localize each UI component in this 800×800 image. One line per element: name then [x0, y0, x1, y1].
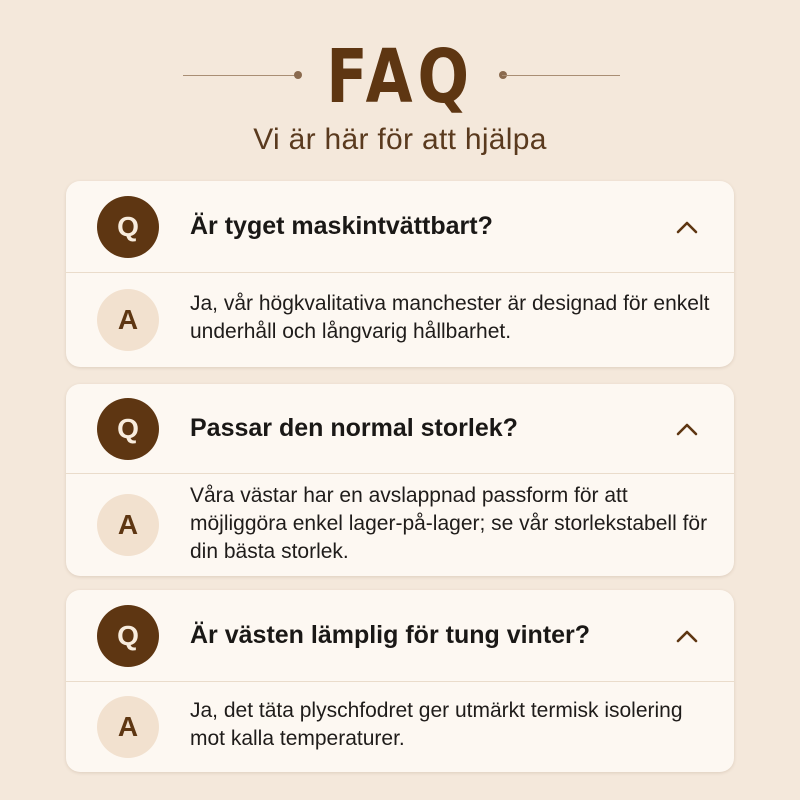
- faq-question-row[interactable]: [66, 181, 734, 273]
- chevron-up-icon[interactable]: [674, 623, 700, 649]
- chevron-up-icon[interactable]: [674, 214, 700, 240]
- decorative-line-right: [502, 75, 620, 76]
- faq-answer-row: [66, 474, 734, 576]
- faq-item: [66, 181, 734, 367]
- answer-badge: A: [97, 494, 159, 556]
- faq-question: Är tyget maskintvättbart?: [190, 212, 493, 240]
- question-badge: Q: [97, 196, 159, 258]
- faq-question-row[interactable]: [66, 384, 734, 474]
- answer-badge: A: [97, 696, 159, 758]
- page-subtitle: Vi är här för att hjälpa: [253, 123, 547, 156]
- faq-header: [0, 0, 800, 180]
- chevron-up-icon[interactable]: [674, 416, 700, 442]
- faq-question: Är västen lämplig för tung vinter?: [190, 621, 591, 649]
- faq-answer-row: [66, 273, 734, 367]
- faq-item: [66, 384, 734, 576]
- page-title: FAQ: [326, 34, 474, 120]
- faq-answer: Våra västar har en avslappnad passform för att möjliggöra enkel lager-på-lager; se vår storlekstabell för din bästa storlek.: [190, 484, 708, 563]
- answer-badge: A: [97, 289, 159, 351]
- faq-answer: Ja, det täta plyschfodret ger utmärkt termisk isolering mot kalla temperaturer.: [190, 699, 683, 750]
- question-badge: Q: [97, 398, 159, 460]
- faq-item: [66, 590, 734, 772]
- faq-answer: Ja, vår högkvalitativa manchester är designad för enkelt underhåll och långvarig hållbarhet.: [190, 292, 710, 343]
- faq-answer-row: [66, 682, 734, 772]
- question-badge: Q: [97, 605, 159, 667]
- faq-question-row[interactable]: [66, 590, 734, 682]
- faq-question: Passar den normal storlek?: [190, 414, 518, 442]
